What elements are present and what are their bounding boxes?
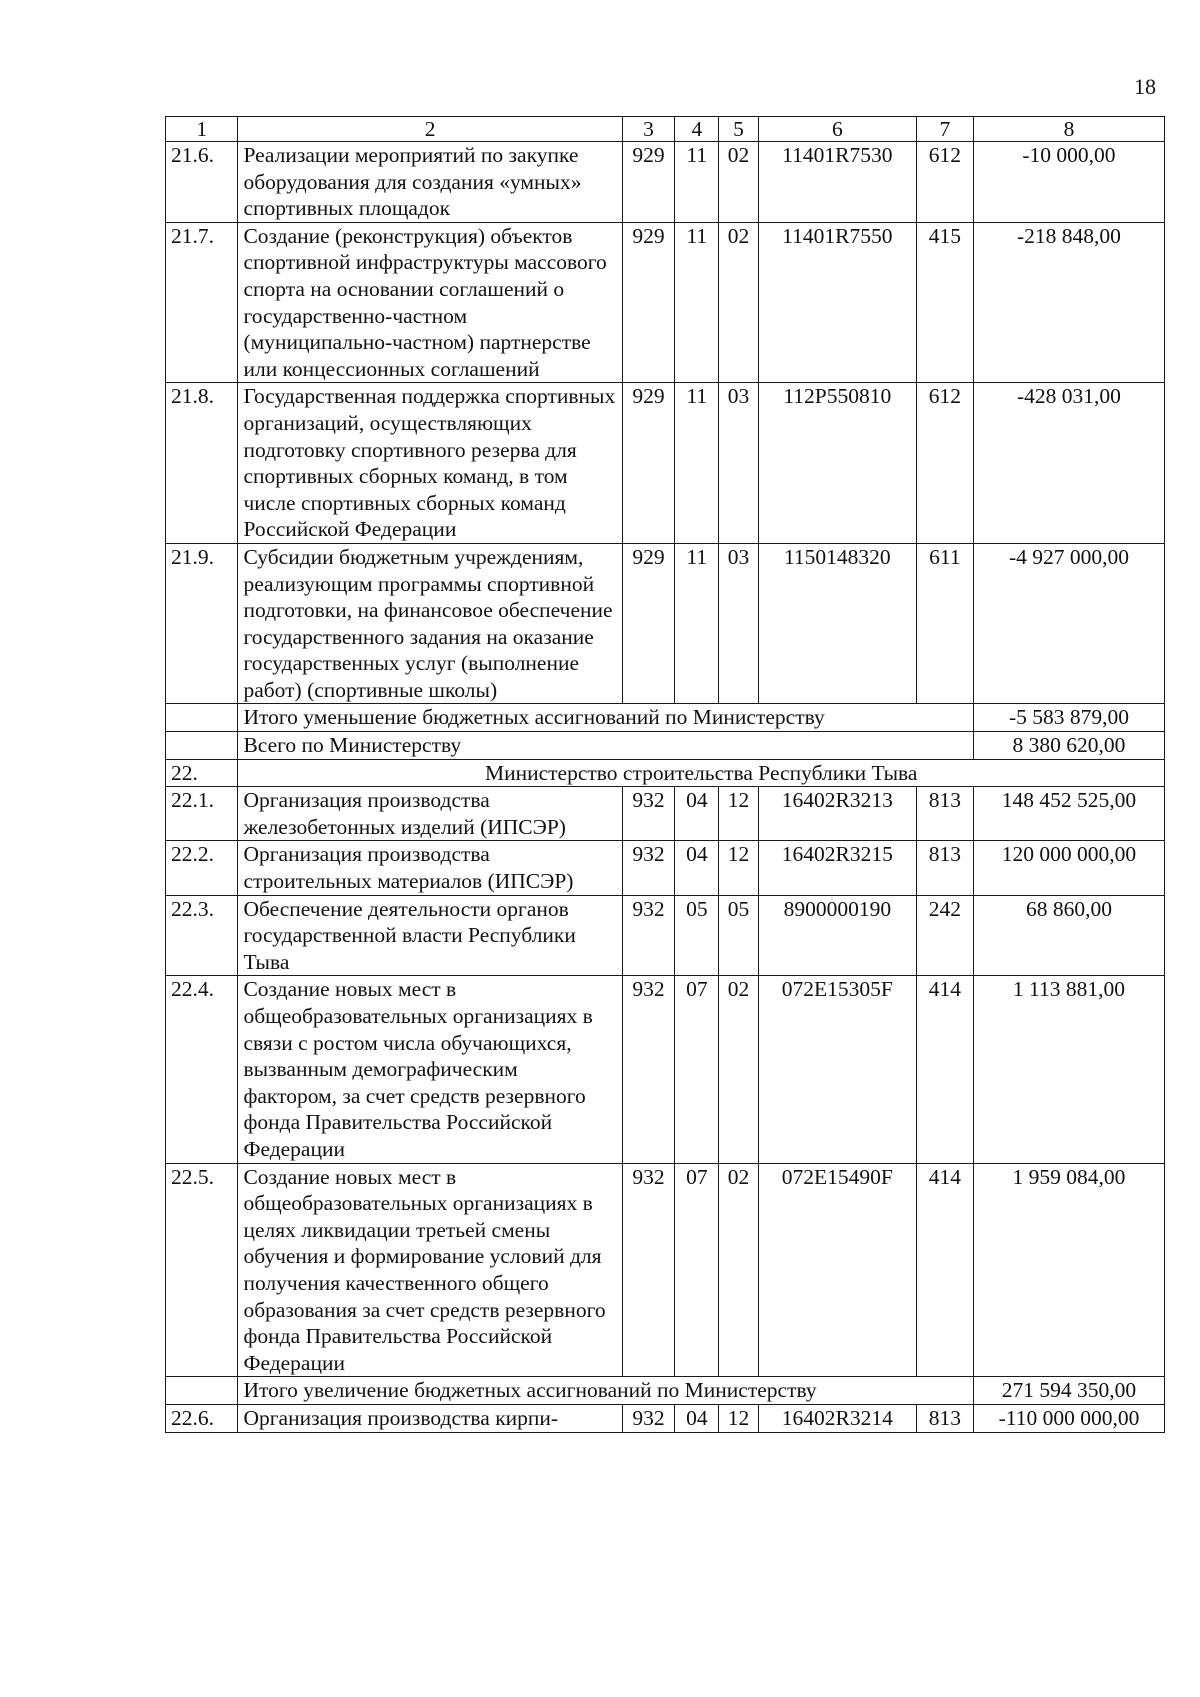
- row-description: Организация производства железобетонных изделий (ИПСЭР): [238, 787, 622, 841]
- ministry-title: Министерство строительства Республики Тыва: [238, 759, 1165, 787]
- header-cell: 6: [758, 117, 916, 142]
- amount-cell: -428 031,00: [973, 383, 1164, 544]
- header-cell: 5: [719, 117, 759, 142]
- code-cell-c5: 02: [719, 142, 759, 223]
- code-cell-c7: 242: [916, 895, 973, 976]
- code-cell-c7: 415: [916, 222, 973, 383]
- total-label: Всего по Министерству: [238, 732, 973, 760]
- total-row: [166, 732, 1165, 760]
- code-cell-c5: 02: [719, 1163, 759, 1377]
- row-number: [166, 1377, 238, 1405]
- code-cell-c7: 813: [916, 841, 973, 895]
- code-cell-c4: 11: [675, 222, 719, 383]
- code-cell-c3: 932: [622, 841, 675, 895]
- amount-cell: 68 860,00: [973, 895, 1164, 976]
- code-cell-c4: 05: [675, 895, 719, 976]
- amount-cell: -110 000 000,00: [973, 1404, 1164, 1432]
- row-description: Создание новых мест в общеобразовательных организациях в целях ликвидации третьей смены обучения и формирование условий для получения качественного общего образования за счет средств резервного фонда Правительства Российской Федерации: [238, 1163, 622, 1377]
- code-cell-c5: 03: [719, 383, 759, 544]
- code-cell-c7: 611: [916, 543, 973, 704]
- row-description: Создание новых мест в общеобразовательных организациях в связи с ростом числа обучающихся, вызванным демографическим фактором, за счет средств резервного фонда Правительства Российской Федерации: [238, 976, 622, 1163]
- code-cell-c3: 932: [622, 1404, 675, 1432]
- code-cell-c3: 932: [622, 1163, 675, 1377]
- code-cell-c6: 16402R3214: [758, 1404, 916, 1432]
- amount-cell: 1 113 881,00: [973, 976, 1164, 1163]
- header-cell: 4: [675, 117, 719, 142]
- row-number: 22.1.: [166, 787, 238, 841]
- amount-cell: -4 927 000,00: [973, 543, 1164, 704]
- table-row: [166, 787, 1165, 841]
- amount-cell: 1 959 084,00: [973, 1163, 1164, 1377]
- total-label: Итого уменьшение бюджетных ассигнований по Министерству: [238, 704, 973, 732]
- row-description: Реализации мероприятий по закупке оборудования для создания «умных» спортивных площадок: [238, 142, 622, 223]
- amount-cell: 120 000 000,00: [973, 841, 1164, 895]
- total-amount: -5 583 879,00: [973, 704, 1164, 732]
- header-cell: 3: [622, 117, 675, 142]
- table-row: [166, 142, 1165, 223]
- amount-cell: -218 848,00: [973, 222, 1164, 383]
- table-row: [166, 383, 1165, 544]
- row-number: [166, 704, 238, 732]
- code-cell-c3: 929: [622, 222, 675, 383]
- code-cell-c6: 16402R3215: [758, 841, 916, 895]
- code-cell-c4: 04: [675, 1404, 719, 1432]
- code-cell-c4: 11: [675, 142, 719, 223]
- table-row: [166, 841, 1165, 895]
- code-cell-c6: 072E15305F: [758, 976, 916, 1163]
- row-description: Организация производства строительных материалов (ИПСЭР): [238, 841, 622, 895]
- code-cell-c3: 932: [622, 976, 675, 1163]
- table-row: [166, 895, 1165, 976]
- row-number: 21.7.: [166, 222, 238, 383]
- row-description: Создание (реконструкция) объектов спортивной инфраструктуры массового спорта на основании соглашений о государственно-частном (муниципально-частном) партнерстве или концессионных соглашений: [238, 222, 622, 383]
- row-description: Организация производства кирпи-: [238, 1404, 622, 1432]
- code-cell-c7: 414: [916, 976, 973, 1163]
- code-cell-c7: 414: [916, 1163, 973, 1377]
- row-description: Обеспечение деятельности органов государственной власти Республики Тыва: [238, 895, 622, 976]
- total-row: [166, 704, 1165, 732]
- row-number: 21.9.: [166, 543, 238, 704]
- code-cell-c5: 12: [719, 787, 759, 841]
- code-cell-c4: 04: [675, 787, 719, 841]
- code-cell-c6: 8900000190: [758, 895, 916, 976]
- row-number: 22.: [166, 759, 238, 787]
- ministry-row: [166, 759, 1165, 787]
- code-cell-c5: 12: [719, 841, 759, 895]
- amount-cell: -10 000,00: [973, 142, 1164, 223]
- code-cell-c3: 932: [622, 895, 675, 976]
- code-cell-c4: 11: [675, 383, 719, 544]
- row-number: 22.2.: [166, 841, 238, 895]
- row-number: 22.4.: [166, 976, 238, 1163]
- code-cell-c3: 929: [622, 142, 675, 223]
- code-cell-c5: 02: [719, 222, 759, 383]
- table-row: [166, 976, 1165, 1163]
- code-cell-c6: 072E15490F: [758, 1163, 916, 1377]
- code-cell-c4: 04: [675, 841, 719, 895]
- code-cell-c6: 112P550810: [758, 383, 916, 544]
- row-number: 22.5.: [166, 1163, 238, 1377]
- row-number: 22.3.: [166, 895, 238, 976]
- code-cell-c5: 05: [719, 895, 759, 976]
- total-label: Итого увеличение бюджетных ассигнований по Министерству: [238, 1377, 973, 1405]
- code-cell-c5: 03: [719, 543, 759, 704]
- header-cell: 7: [916, 117, 973, 142]
- row-number: [166, 732, 238, 760]
- total-amount: 8 380 620,00: [973, 732, 1164, 760]
- code-cell-c6: 11401R7530: [758, 142, 916, 223]
- code-cell-c6: 11401R7550: [758, 222, 916, 383]
- header-row: [166, 117, 1165, 142]
- code-cell-c4: 07: [675, 976, 719, 1163]
- row-number: 21.6.: [166, 142, 238, 223]
- row-description: Субсидии бюджетным учреждениям, реализующим программы спортивной подготовки, на финансовое обеспечение государственного задания на оказание государственных услуг (выполнение работ) (спортивные школы): [238, 543, 622, 704]
- code-cell-c3: 929: [622, 543, 675, 704]
- code-cell-c4: 07: [675, 1163, 719, 1377]
- code-cell-c5: 02: [719, 976, 759, 1163]
- table-row: [166, 1163, 1165, 1377]
- code-cell-c7: 813: [916, 1404, 973, 1432]
- code-cell-c6: 16402R3213: [758, 787, 916, 841]
- header-cell: 1: [166, 117, 238, 142]
- budget-table: [165, 116, 1165, 1433]
- table-row: [166, 1404, 1165, 1432]
- code-cell-c7: 813: [916, 787, 973, 841]
- table-row: [166, 222, 1165, 383]
- code-cell-c5: 12: [719, 1404, 759, 1432]
- code-cell-c4: 11: [675, 543, 719, 704]
- row-description: Государственная поддержка спортивных организаций, осуществляющих подготовку спортивного резерва для спортивных сборных команд, в том числе спортивных сборных команд Российской Федерации: [238, 383, 622, 544]
- code-cell-c7: 612: [916, 383, 973, 544]
- row-number: 21.8.: [166, 383, 238, 544]
- amount-cell: 148 452 525,00: [973, 787, 1164, 841]
- header-cell: 2: [238, 117, 622, 142]
- code-cell-c7: 612: [916, 142, 973, 223]
- code-cell-c3: 929: [622, 383, 675, 544]
- total-row: [166, 1377, 1165, 1405]
- total-amount: 271 594 350,00: [973, 1377, 1164, 1405]
- page-number: 18: [1134, 74, 1156, 99]
- code-cell-c6: 1150148320: [758, 543, 916, 704]
- code-cell-c3: 932: [622, 787, 675, 841]
- header-cell: 8: [973, 117, 1164, 142]
- table-row: [166, 543, 1165, 704]
- row-number: 22.6.: [166, 1404, 238, 1432]
